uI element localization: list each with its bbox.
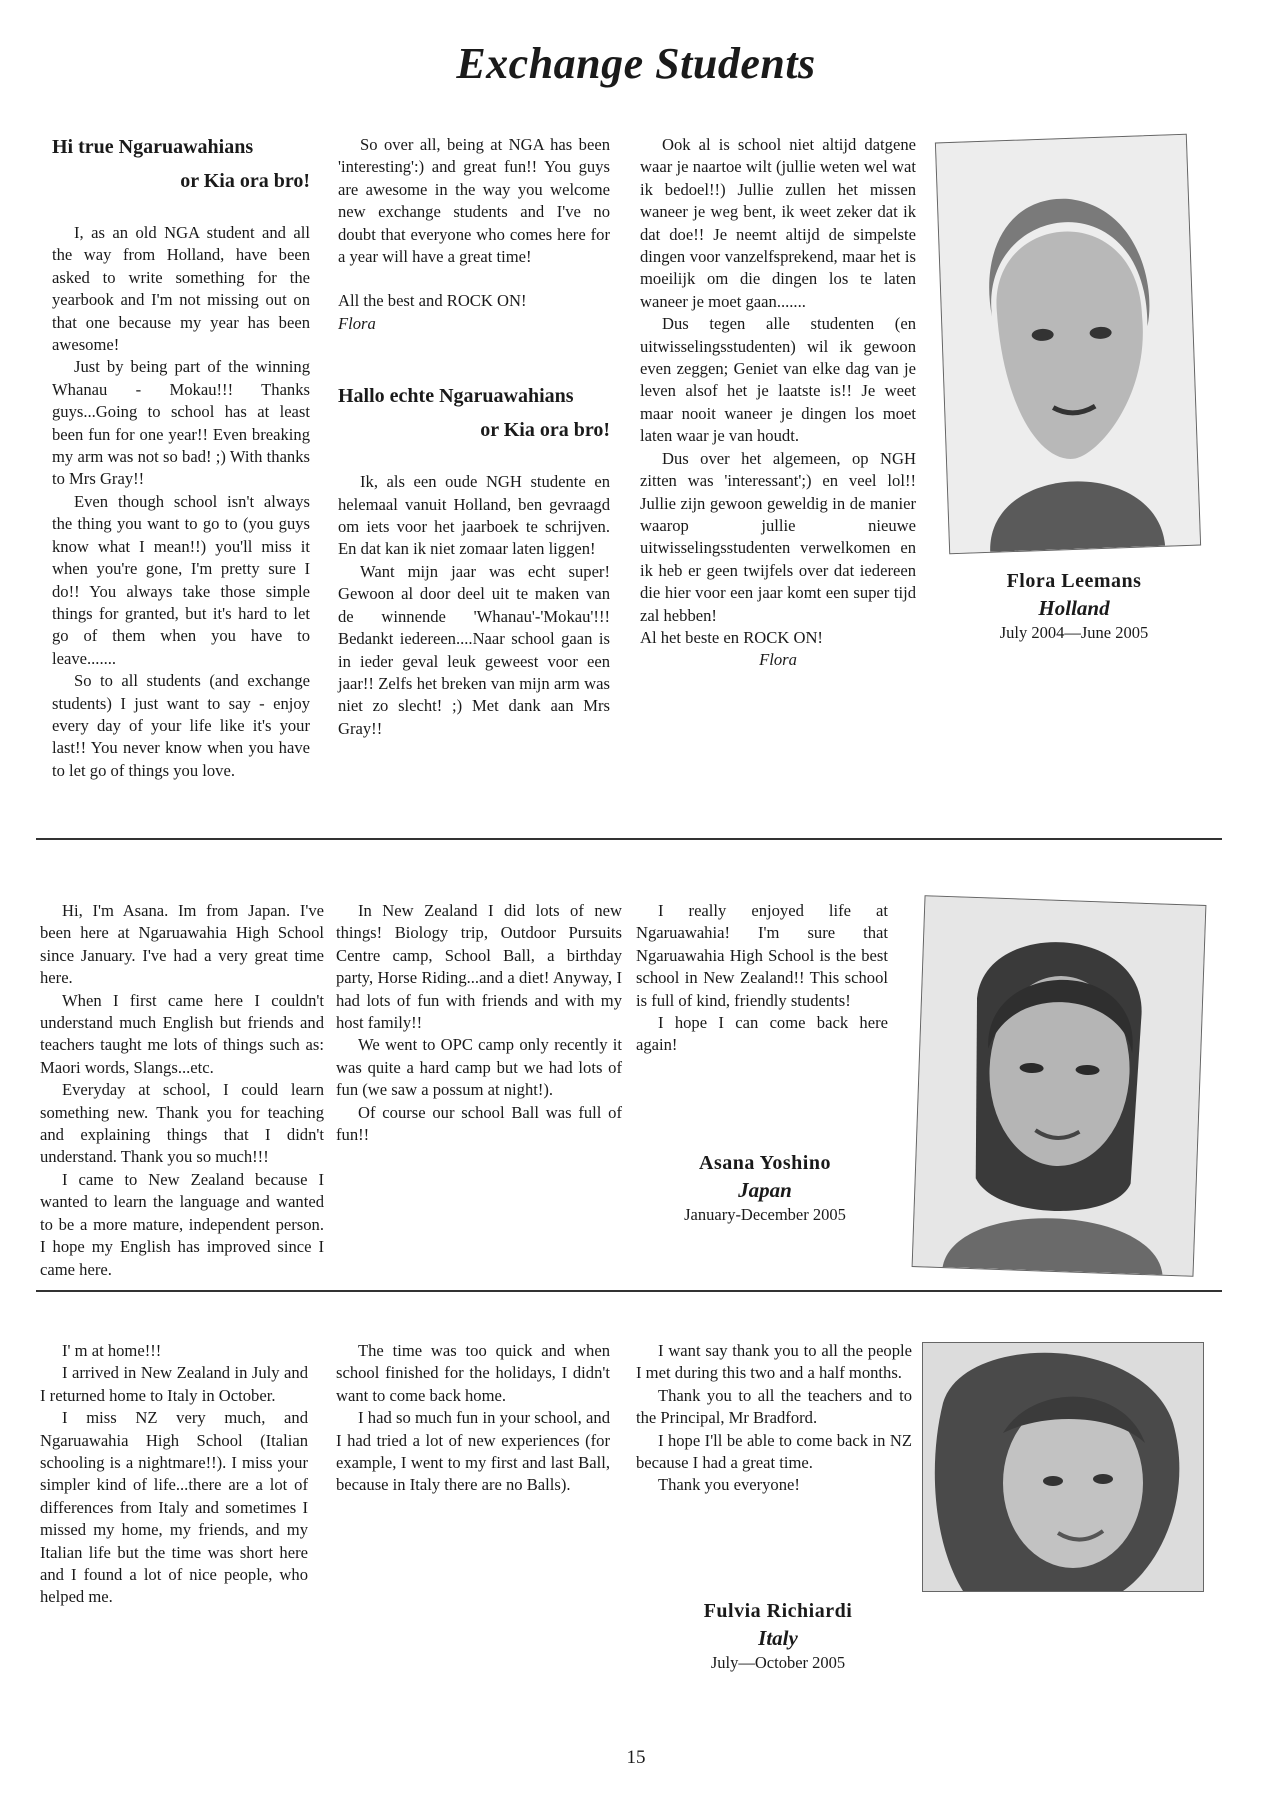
portrait-icon	[913, 896, 1206, 1276]
fulvia-article-column-1	[40, 1340, 308, 1640]
asana-paragraph: I hope I can come back here again!	[636, 1013, 888, 1055]
portrait-icon	[936, 135, 1200, 553]
flora-photo	[935, 134, 1201, 555]
flora-caption-dates: July 2004—June 2005	[999, 623, 1149, 642]
flora-nl-paragraph: Ik, als een oude NGH studente en helemaal vanuit Holland, ben gevraagd om iets voor het jaarboek te schrijven. En dat kan ik niet zomaar laten liggen!	[338, 472, 610, 559]
fulvia-paragraph: I arrived in New Zealand in July and I returned home to Italy in October.	[40, 1363, 308, 1405]
flora-en-paragraph: So over all, being at NGA has been 'interesting':) and great fun!! You guys are awesome in the way you welcome new exchange students and I've no doubt that everyone who comes here for a year will have a great time!	[338, 135, 610, 267]
fulvia-caption	[640, 1598, 916, 1674]
portrait-icon	[923, 1343, 1203, 1591]
fulvia-paragraph: I hope I'll be able to come back in NZ because I had a great time.	[636, 1430, 912, 1473]
flora-nl-paragraph: Ook al is school niet altijd datgene waar je naartoe wilt (jullie weten wel wat ik bedoel!!) Jullie zullen het missen waneer je weg bent, ik weet zeker dat ik dat doe!! Je neemt altijd de simpelste dingen voor vanzelfsprekend, maar het is moeilijk om die dingen los te laten waneer je moet gaan.......	[640, 135, 916, 311]
flora-en-paragraph: Even though school isn't always the thing you want to go to (you guys know what I mean!!) you'll miss it when you're gone, I'm pretty sure I do!! You always take those simple things for granted, but it's hard to let go of them when you have to leave.......	[52, 491, 310, 668]
flora-heading-line1: Hi true Ngaruawahians	[52, 136, 254, 158]
section-divider	[36, 1290, 1222, 1292]
asana-caption-dates: January-December 2005	[684, 1205, 846, 1224]
flora-caption	[948, 568, 1200, 644]
flora-en-paragraph: So to all students (and exchange students) I just want to say - enjoy every day of your life like it's your last!! You never know when you have to let go of things you love.	[52, 671, 310, 780]
asana-caption-name: Asana Yoshino	[699, 1152, 831, 1174]
flora-en-paragraph: Just by being part of the winning Whanau - Mokau!!! Thanks guys...Going to school has at least been fun for one year!! Even breaking my arm was not so bad! ;) With thanks to Mrs Gray!!	[52, 357, 310, 489]
flora-nl-signature: Flora	[759, 650, 797, 670]
fulvia-article-column-3	[636, 1340, 912, 1570]
flora-article-column-2	[338, 134, 610, 820]
fulvia-paragraph: Thank you to all the teachers and to the Principal, Mr Bradford.	[636, 1385, 912, 1428]
asana-caption	[640, 1150, 890, 1226]
flora-article-column-3	[640, 134, 916, 820]
fulvia-paragraph: I' m at home!!!	[62, 1341, 162, 1360]
flora-article-column-1	[52, 134, 310, 820]
flora-en-closing: All the best and ROCK ON!	[338, 291, 527, 311]
flora-en-signature: Flora	[338, 313, 376, 333]
fulvia-photo	[922, 1342, 1204, 1592]
fulvia-article-column-2	[336, 1340, 610, 1640]
asana-article-column-3	[636, 900, 888, 1110]
flora-heading-line2: or Kia ora bro!	[180, 170, 310, 192]
flora-nl-paragraph: Want mijn jaar was echt super! Gewoon al door deel uit te maken van de winnende 'Whanau'-'Mokau'!!! Bedankt iedereen....Naar school gaan is in ieder geval leuk geweest voor een jaar!! Zelfs het breken van mijn arm was niet zo slecht! ;) Met dank aan Mrs Gray!!	[338, 561, 610, 738]
flora-en-paragraph: I, as an old NGA student and all the way from Holland, have been asked to write something for the yearbook and I'm not missing out on that one because my year has been awesome!	[52, 223, 310, 355]
fulvia-paragraph: I had so much fun in your school, and I had tried a lot of new experiences (for example, I went to my first and last Ball, because in Italy there are no Balls).	[336, 1408, 610, 1495]
asana-paragraph: Hi, I'm Asana. Im from Japan. I've been here at Ngaruawahia High School since January. I've had a very great time here.	[40, 901, 324, 988]
flora-nl-paragraph: Dus tegen alle studenten (en uitwisselingsstudenten) wil ik gewoon even zeggen; Geniet van elke dag van je leven alsof het je laatste is!! Je weet maar nooit waneer je dingen los moet laten waar je van houdt.	[640, 314, 916, 446]
flora-nl-closing: Al het beste en ROCK ON!	[640, 627, 823, 647]
flora-nl-heading-line2: or Kia ora bro!	[480, 419, 610, 442]
page-number: 15	[626, 1747, 646, 1768]
asana-photo	[912, 895, 1207, 1277]
fulvia-paragraph: Thank you everyone!	[658, 1475, 800, 1495]
flora-caption-name: Flora Leemans	[1006, 570, 1142, 592]
flora-nl-paragraph: Dus over het algemeen, op NGH zitten was 'interessant';) en veel lol!! Jullie zijn gewoon geweldig in de manier waarop jullie nieuwe uitwisselingsstudenten verwelkomen en ik heb er geen twijfels over dat iedereen die hier voor een jaar komt een super tijd zal hebben!	[640, 448, 916, 625]
asana-paragraph: We went to OPC camp only recently it was quite a hard camp but we had lots of fun (we saw a possum at night!).	[336, 1035, 622, 1100]
asana-article-column-1	[40, 900, 324, 1279]
asana-caption-country: Japan	[738, 1178, 792, 1202]
asana-article-column-2	[336, 900, 622, 1272]
flora-nl-heading-line1: Hallo echte Ngaruawahians	[338, 385, 574, 408]
asana-paragraph: I came to New Zealand because I wanted to learn the language and wanted to be a more mature, independent person. I hope my English has improved since I came here.	[40, 1169, 324, 1279]
section-divider	[36, 838, 1222, 840]
page-title: Exchange Students	[456, 39, 816, 88]
asana-paragraph: Of course our school Ball was full of fun!!	[336, 1102, 622, 1145]
asana-paragraph: Everyday at school, I could learn something new. Thank you for teaching and explaining things that I didn't understand. Thank you so much!!!	[40, 1080, 324, 1167]
asana-paragraph: In New Zealand I did lots of new things! Biology trip, Outdoor Pursuits Centre camp, School Ball, a birthday party, Horse Riding...and a diet! Anyway, I had lots of fun with friends and with my host family!!	[336, 901, 622, 1033]
fulvia-paragraph: The time was too quick and when school finished for the holidays, I didn't want to come back home.	[336, 1341, 610, 1405]
fulvia-caption-country: Italy	[758, 1626, 798, 1650]
flora-caption-country: Holland	[1038, 596, 1110, 620]
fulvia-caption-name: Fulvia Richiardi	[703, 1600, 853, 1622]
fulvia-paragraph: I miss NZ very much, and Ngaruawahia High School (Italian schooling is a nightmare!!). I miss your simpler kind of life...there are a lot of differences from Italy and sometimes I missed my home, my friends, and my Italian life but the time was short here and I found a lot of nice people, who helped me.	[40, 1408, 308, 1607]
asana-paragraph: I really enjoyed life at Ngaruawahia! I'm sure that Ngaruawahia High School is the best school in New Zealand!! This school is full of kind, friendly students!	[636, 901, 888, 1010]
fulvia-paragraph: I want say thank you to all the people I met during this two and a half months.	[636, 1341, 912, 1383]
asana-paragraph: When I first came here I couldn't understand much English but friends and teachers taught me lots of things such as: Maori words, Slangs...etc.	[40, 990, 324, 1077]
fulvia-caption-dates: July—October 2005	[710, 1653, 846, 1672]
